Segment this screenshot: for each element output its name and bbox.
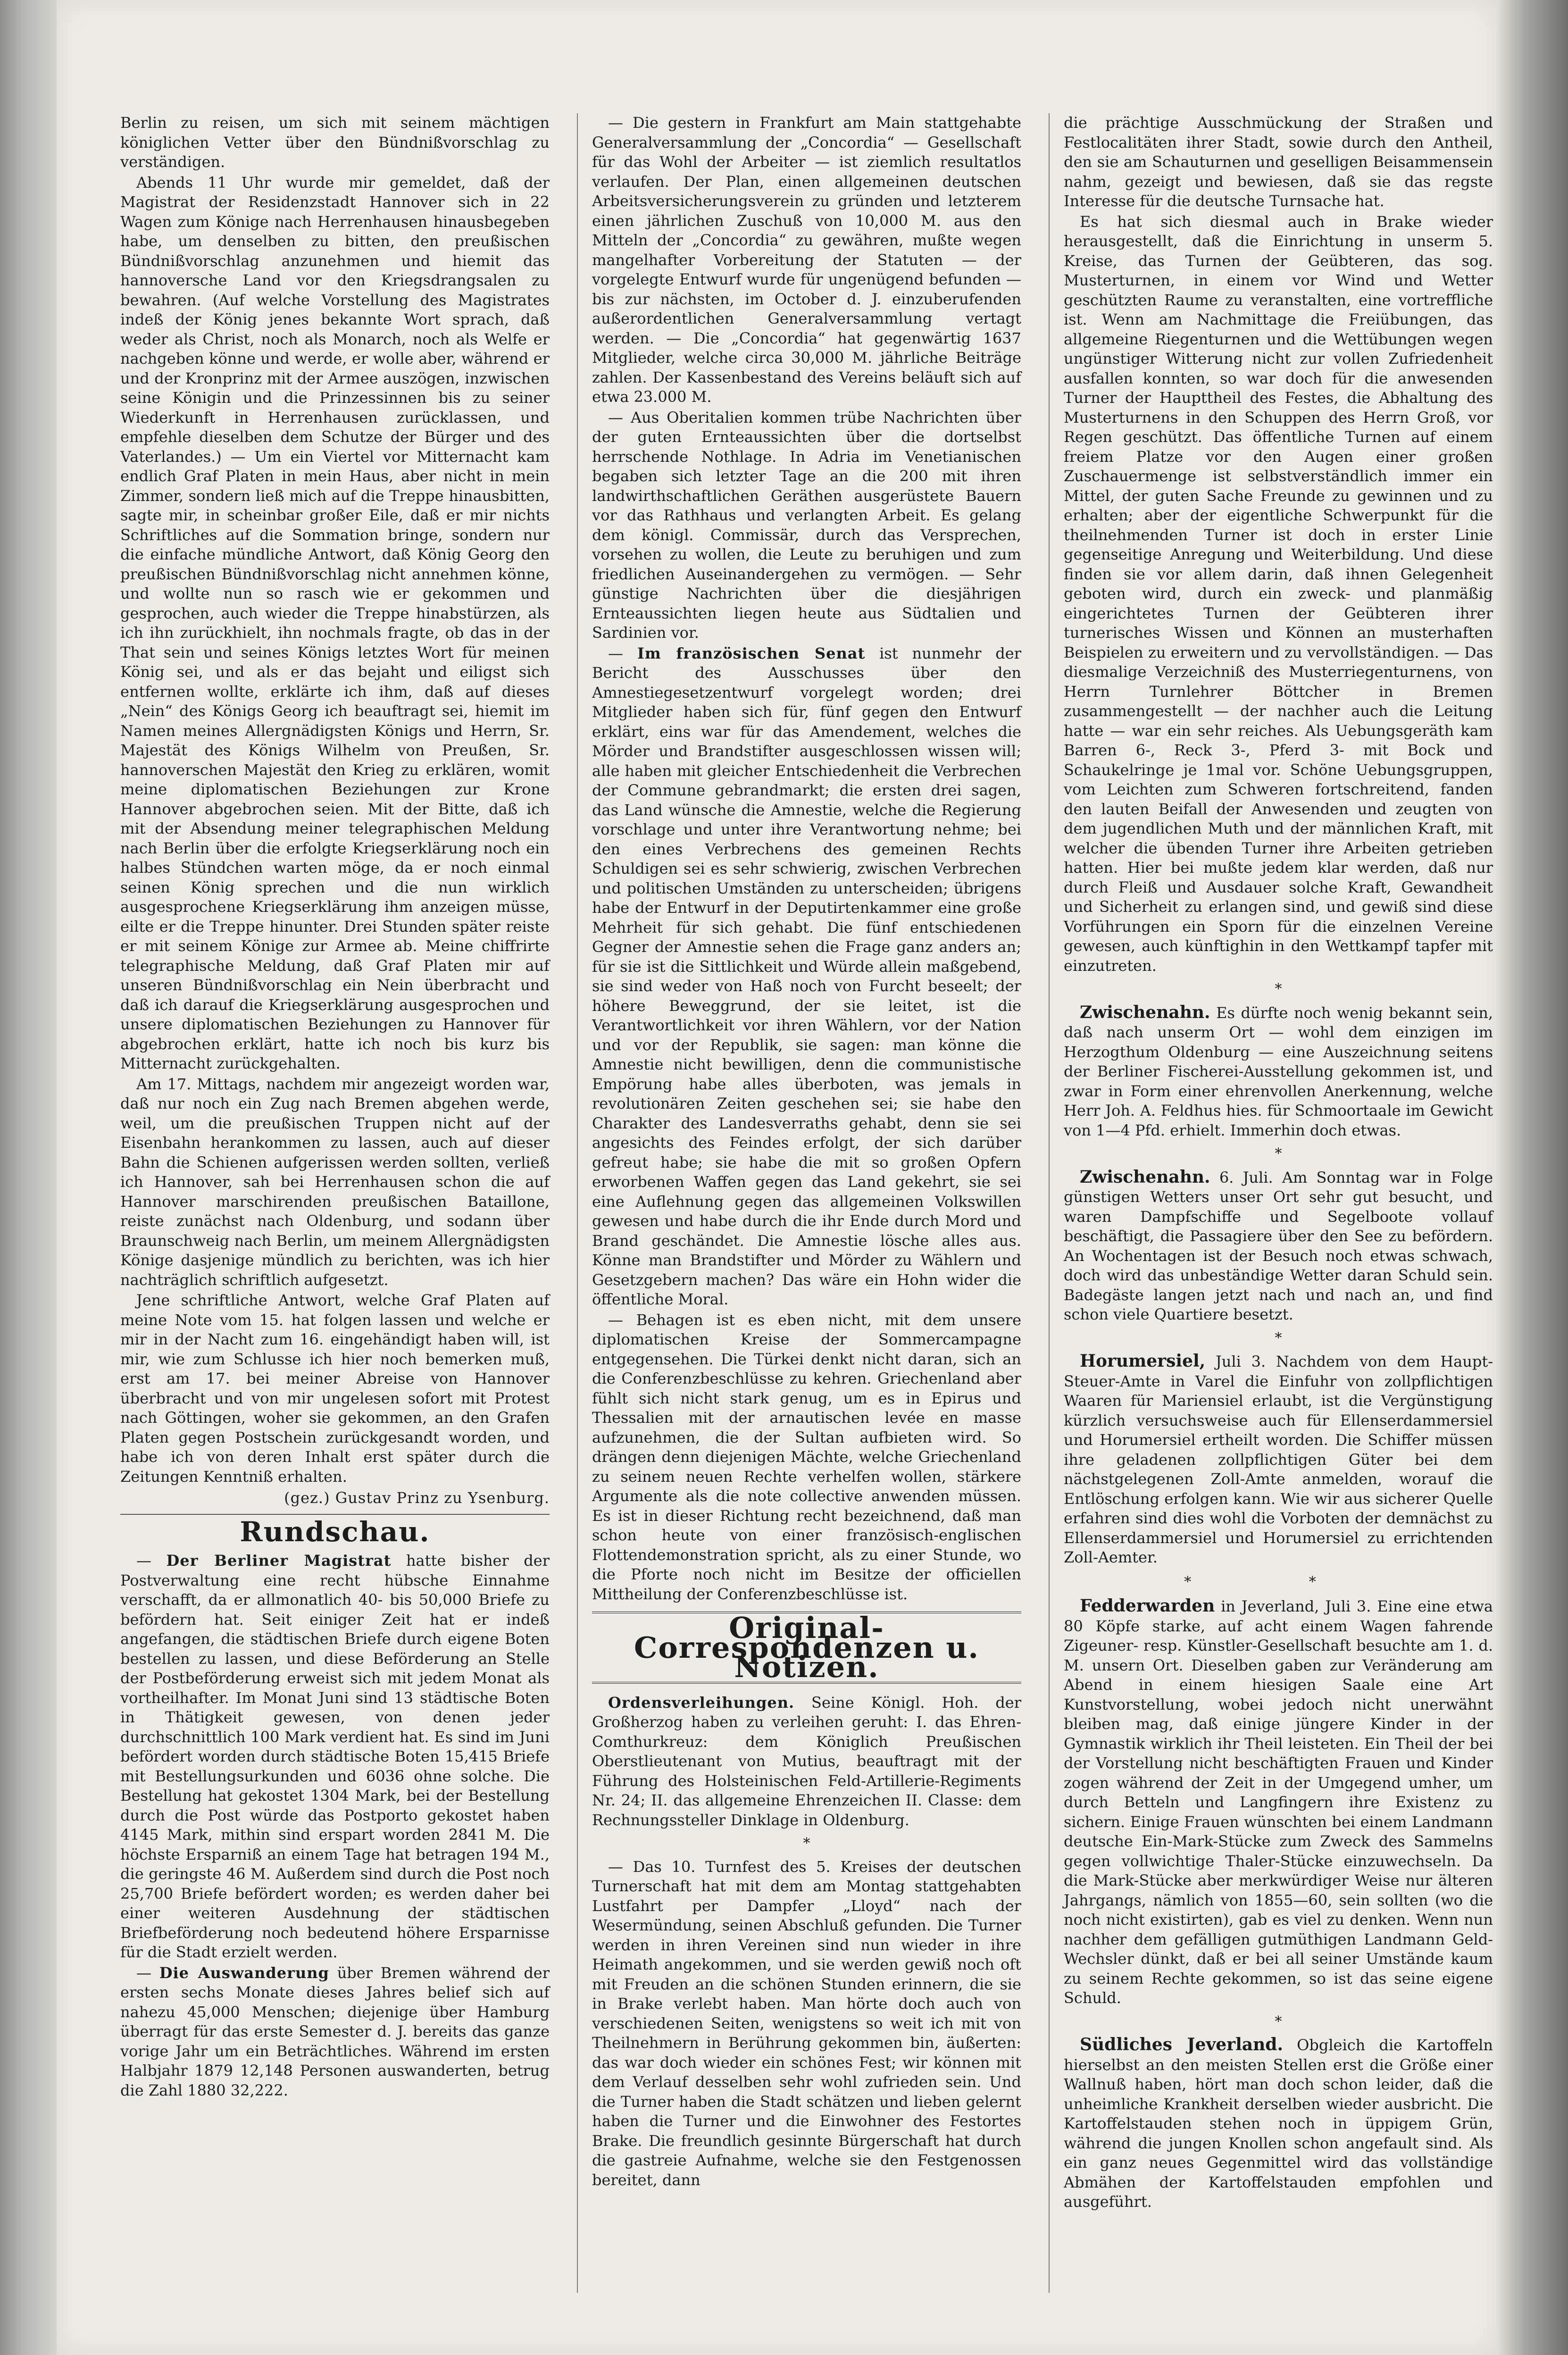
news-item: Es hat sich diesmal auch in Brake wieder herausgestellt, daß die Einrichtung in unserm 5. Kreise, das Turnen der Geübteren, das sog. Musterturnen, in einem vor Wind und Wetter geschützten Raume zu veranstalten, eine vortreffliche ist. Wenn am Nachmittage die Freiübungen, das allgemeine Riegenturnen und die Wettübungen wegen ungünstiger Witterung nicht zur vollen Zufriedenheit ausfallen konnten, so war doch für die anwesenden Turner der Haupttheil des Festes, die Abhaltung des Musterturnens in den Schuppen des Herrn Groß, vor Regen geschützt. Das öffentliche Turnen auf einem freiem Platze vor den Augen einer großen Zuschauermenge ist selbstverständlich immer ein Mittel, der guten Sache Freunde zu gewinnen und zu erhalten; aber der eigentliche Schwerpunkt für die theilnehmenden Turner ist doch in erster Linie gegenseitige Anregung und Weiterbildung. Und diese finden sie vor allem darin, daß ihnen Gelegenheit geboten wird, durch ein zweck- und planmäßig eingerichtetes Turnen der Geübteren ihrer turnerisches Wissen und Können an musterhaften Beispielen zu erweitern und zu vervollständigen. — Das diesmalige Verzeichniß des Musterriegenturnens, von Herrn Turnlehrer Böttcher in Bremen zusammengestellt — der nachher auch die Leitung hatte — war ein sehr reiches. Als Uebungsgeräth kam Barren 6-, Reck 3-, Pferd 3- mit Bock und Schaukelringe je 1mal vor. Schöne Uebungsgruppen, vom Leichten zum Schweren fortschreitend, fanden den lauten Beifall der Anwesenden und zeugten von dem jugendlichen Muth und der männlichen Kraft, mit welcher die übenden Turner ihre Arbeiten getrieben hatten. Hier bei mußte jedem klar werden, daß nur durch Fleiß und Ausdauer solche Kraft, Gewandheit und Sicherheit zu erlangen sind, und gewiß sind diese Vorführungen ein Sporn für die einzelnen Vereine gewesen, auch künftighin in den Wettkampf tapfer mit einzutreten. (1064, 212, 1493, 975)
column-1 (120, 113, 550, 2101)
section-title-rundschau: Rundschau. (240, 1515, 430, 1548)
separator-star: * (1275, 1145, 1282, 1162)
news-text: Seine Königl. Hoh. der Großherzog haben zu verleihen geruht: I. das Ehren-Comthurkreuz: dem Königlich Preußischen Oberstlieutenant von Mutius, beauftragt mit der Führung des Holsteinischen Feld-Artillerie-Regiments Nr. 24; II. das allgemeine Ehrenzeichen II. Classe: dem Rechnungssteller Dinklage in Oldenburg. (592, 1693, 1022, 1829)
news-text: Es dürfte noch wenig bekannt sein, daß nach unserm Ort — wohl dem einzigen im Herzogthum Oldenburg — eine Auszeichnung seitens der Berliner Fischerei-Ausstellung gekommen ist, und zwar in Form einer ehrenvollen Anerkennung, welche Herr Joh. A. Feldhus hies. für Schmoortaale im Gewicht von 1—4 Pfd. erhielt. Immerhin doch etwas. (1064, 1003, 1493, 1139)
article-paragraph: Berlin zu reisen, um sich mit seinem mächtigen königlichen Vetter über den Bündnißvorschlag zu verständigen. (120, 114, 550, 171)
news-item: — Der Berliner Magistrat hatte bisher der Postverwaltung eine recht hübsche Einnahme verschafft, da er allmonatlich 40- bis 50,000 Briefe zu befördern hat. Seit einiger Zeit hat er indeß angefangen, die städtischen Briefe durch eigene Boten bestellen zu lassen, und diese Beförderung an Stelle der Postbeförderung erweist sich mit jedem Monat als vortheilhafter. Im Monat Juni sind 13 städtische Boten in Thätigkeit gewesen, von denen jeder durchschnittlich 100 Mark verdient hat. Es sind im Juni befördert worden durch städtische Boten 15,415 Briefe mit Bestellungsurkunden und 6036 ohne solche. Die Bestellung hat gekostet 1304 Mark, bei der Bestellung durch die Post würde das Postporto gekostet haben 4145 Mark, mithin sind erspart worden 2841 M. Die höchste Ersparniß an einem Tage hat betragen 194 M., die geringste 46 M. Außerdem sind durch die Post noch 25,700 Briefe befördert worden; es werden daher bei einer weiteren Ausdehnung der städtischen Briefbeförderung noch bedeutend höhere Ersparnisse für die Stadt erzielt werden. (120, 1552, 550, 1961)
news-item (1064, 1168, 1493, 1325)
newspaper-page (57, 0, 1497, 2355)
news-text: in Jeverland, Juli 3. Eine eine etwa 80 Köpfe starke, auf acht einem Wagen fahrende Zigeuner- resp. Künstler-Gesellschaft besuchte am 1. d. M. unsern Ort. Dieselben gaben zur Veränderung am Abend in einem hiesigen Saale eine Art Kunstvorstellung, wobei jedoch nicht unerwähnt bleiben mag, daß einige jüngere Kinder in der Gymnastik wirklich ihr Theil leisteten. Ein Theil der bei der Vorstellung nicht beschäftigten Frauen und Kinder zogen während der Zeit in der Umgegend umher, um durch Betteln und Langfingern ihre Existenz zu sichern. Einige Frauen wünschten bei einem Landmann deutsche Ein-Mark-Stücke zum Zweck des Sammelns gegen vollwichtige Thaler-Stücke einzuwechseln. Da die Mark-Stücke aber merkwürdiger Weise nur älteren Jahrgangs, nämlich von 1855—60, sein sollten (wo die noch nicht existirten), gab es viel zu denken. Wenn nun nachher dem gefälligen gutmüthigen Landmann Geld-Wechsler dünkt, daß er bei all seiner Umstände kaum zu seinem Rechte gekommen, so ist das seine eigene Schuld. (1064, 1597, 1493, 2007)
column-2 (592, 113, 1021, 2191)
news-keyword: Die Auswanderung (159, 1963, 329, 1982)
place-name: Zwischenahn. (1080, 1002, 1210, 1022)
place-name: Fedderwarden (1080, 1596, 1215, 1616)
place-name: Zwischenahn. (1080, 1167, 1210, 1187)
article-paragraph: Abends 11 Uhr wurde mir gemeldet, daß der Magistrat der Residenzstadt Hannover sich in 22 Wagen zum Könige nach Herrenhausen hinausbegeben habe, um denselben zu bitten, den preußischen Bündnißvorschlag anzunehmen und hiemit das hannoversche Land vor den Kriegsdrangsalen zu bewahren. (Auf welche Vorstellung des Magistrates indeß der König jenes bekannte Wort sprach, daß weder als Christ, noch als Monarch, noch als Welfe er nachgeben könne und werde, er wolle aber, während er und der Kronprinz mit der Armee auszögen, inzwischen seine Königin und die Prinzessinnen bis zu seiner Wiederkunft in Herrenhausen zurücklassen, und empfehle dieselben dem Schutze der Bürger und des Vaterlandes.) — Um ein Viertel vor Mitternacht kam endlich Graf Platen in mein Haus, aber nicht in mein Zimmer, sondern ließ mich auf die Treppe hinausbitten, sagte mir, in scheinbar großer Eile, daß er mir nichts Schriftliches auf die Sommation bringe, sondern nur die einfache mündliche Antwort, daß König Georg den preußischen Bündnißvorschlag nicht annehmen könne, und wollte nun so rasch wie er gekommen und gesprochen, auch wieder die Treppe hinabstürzen, als ich ihn zurückhielt, ihn nochmals fragte, ob das in der That sein und seines Königs letztes Wort für meinen König sei, und als er das bejaht und eiligst sich entfernen wollte, erklärte ich ihm, daß auf dieses „Nein“ des Königs Georg ich beauftragt sei, hiemit im Namen meines Allergnädigsten Königs und Herrn, Sr. Majestät des Königs Wilhelm von Preußen, Sr. hannoverschen Majestät den Krieg zu erklären, womit meine diplomatischen Beziehungen zur Krone Hannover abgebrochen seien. Mit der Bitte, daß ich mit der Absendung meiner telegraphischen Meldung nach Berlin über die erfolgte Kriegserklärung noch ein halbes Stündchen warten möge, da er noch einmal seinen König sprechen und die nun wirklich ausgesprochene Kriegserklärung ihm anzeigen müsse, eilte er die Treppe hinunter. Drei Stunden später reiste er mit seinem Könige zur Armee ab. Meine chiffrirte telegraphische Meldung, daß Graf Platen mir auf unseren Bündnißvorschlag ein Nein überbracht und daß ich darauf die Kriegserklärung ausgesprochen und unsere diplomatischen Beziehungen zu Hannover für abgebrochen erklärt, hatte ich noch bis kurz bis Mitternacht zurückgehalten. (120, 173, 550, 1072)
page-edge-right (1497, 0, 1568, 2355)
news-text: über Bremen während der ersten sechs Monate dieses Jahres belief sich auf nahezu 45,000 Menschen; diejenige über Hamburg überragt für das erste Semester d. J. bereits das ganze vorige Jahr um ein Beträchtliches. Während im ersten Halbjahr 1879 12,148 Personen auswanderten, betrug die Zahl 1880 32,222. (120, 1963, 550, 2099)
separator-star: * (1275, 2013, 1282, 2030)
news-item (1064, 1352, 1493, 1568)
news-item: — Die gestern in Frankfurt am Main stattgehabte Generalversammlung der „Concordia“ — Gesellschaft für das Wohl der Arbeiter — ist ziemlich resultatlos verlaufen. Der Plan, einen allgemeinen deutschen Arbeitsversicherungsverein zu gründen und letzterem einen jährlichen Zuschuß von 10,000 M. aus den Mitteln der „Concordia“ zu gewähren, mußte wegen mangelhafter Vorbereitung der Statuten — der vorgelegte Entwurf wurde für ungenügend befunden — bis zur nächsten, im October d. J. einzuberufenden außerordentlichen Generalversammlung vertagt werden. — Die „Concordia“ hat gegenwärtig 1637 Mitglieder, welche circa 30,000 M. jährliche Beiträge zahlen. Der Kassenbestand des Vereins beläuft sich auf etwa 23.000 M. (592, 114, 1021, 406)
place-name: Horumersiel, (1080, 1351, 1206, 1371)
news-item: — Die Auswanderung über Bremen während der ersten sechs Monate dieses Jahres belief sich auf nahezu 45,000 Menschen; diejenige über Hamburg überragt für das erste Semester d. J. bereits das ganze vorige Jahr um ein Beträchtliches. Während im ersten Halbjahr 1879 12,148 Personen auswanderten, betrug die Zahl 1880 32,222. (120, 1963, 550, 2099)
news-text: hatte bisher der Postverwaltung eine recht hübsche Einnahme verschafft, da er allmonatlich 40- bis 50,000 Briefe zu befördern hat. Seit einiger Zeit hat er indeß angefangen, die städtischen Briefe durch eigene Boten bestellen zu lassen, und diese Beförderung an Stelle der Postbeförderung erweist sich mit jedem Monat als vortheilhafter. Im Monat Juni sind 13 städtische Boten in Thätigkeit gewesen, von denen jeder durchschnittlich 100 Mark verdient hat. Es sind im Juni befördert worden durch städtische Boten 15,415 Briefe mit Bestellungsurkunden und 6036 ohne solche. Die Bestellung hat gekostet 1304 Mark, bei der Bestellung durch die Post würde das Postporto gekostet haben 4145 Mark, mithin sind erspart worden 2841 M. Die höchste Ersparniß an einem Tage hat betragen 194 M., die geringste 46 M. Außerdem sind durch die Post noch 25,700 Briefe befördert worden; es werden daher bei einer weiteren Ausdehnung der städtischen Briefbeförderung noch bedeutend höhere Ersparnisse für die Stadt erzielt werden. (120, 1552, 550, 1961)
news-item: — Behagen ist es eben nicht, mit dem unsere diplomatischen Kreise der Sommercampagne entgegensehen. Die Türkei denkt nicht daran, sich an die Conferenzbeschlüsse zu kehren. Griechenland aber fühlt sich nicht stark genug, um es in Epirus und Thessalien mit der arnautischen levée en masse aufzunehmen, die der Sultan aufbieten wird. So drängen denn diejenigen Mächte, welche Griechenland zu seinem neuen Rechte verhelfen wollen, stärkere Argumente als die note collective anwenden müssen. Es ist in dieser Richtung recht bezeichnend, daß man schon heute von einer französisch-englischen Flottendemonstration spricht, als zu einer Stunde, wo die Pforte noch nicht im Besitze der officiellen Mittheilung der Conferenzbeschlüsse ist. (592, 1311, 1021, 1603)
column-3 (1064, 113, 1493, 2213)
news-text: Juli 3. Nachdem von dem Haupt-Steuer-Amte in Varel die Einfuhr von zollpflichtigen Waaren für Mariensiel erlaubt, ist die Vergünstigung kürzlich versuchsweise auch für Ellenserdammersiel und Horumersiel ertheilt worden. Die Schiffer müssen ihre geladenen zollpflichtigen Güter bei dem nächstgelegenen Zoll-Amte anmelden, worauf die Entlöschung erfolgen kann. Wie wir aus sicherer Quelle erfahren sind dies wohl die Vorboten der demnächst zu Ellenserdammersiel und Horumersiel zu errichtenden Zoll-Aemter. (1064, 1353, 1493, 1566)
separator-star: * (1275, 1329, 1282, 1346)
news-text: ist nunmehr der Bericht des Ausschusses über den Amnestiegesetzentwurf vorgelegt worden; drei Mitglieder haben sich für, fünf gegen den Entwurf erklärt, eins war für das Amendement, welches die Mörder und Brandstifter ausgeschlossen wissen will; alle haben mit gleicher Entschiedenheit die Verbrechen der Commune gebrandmarkt; die ersten drei sagen, das Land wünsche die Amnestie, welche die Regierung vorschlage und unter ihre Verantwortung nehme; bei den eines Verbrechens des gemeinen Rechts Schuldigen sei es sehr schwierig, zwischen Verbrechen und politischen Umständen zu unterscheiden; übrigens habe der Entwurf in der Deputirtenkammer eine große Mehrheit für sich gehabt. Die fünf entschiedenen Gegner der Amnestie sehen die Frage ganz anders an; für sie ist die Sittlichkeit und Würde allein maßgebend, sie sind weder von Haß noch von Furcht beseelt; der höhere Beweggrund, der sie leitet, ist die Verantwortlichkeit vor ihren Wählern, vor der Nation und vor der Republik, sie sagen: man könne die Amnestie nicht bewilligen, denn die communistische Empörung habe alles überboten, was jemals in revolutionären Zeiten geschehen sei; sie habe den Charakter des Landesverraths gehabt, denn sie sei angesichts des Feindes erfolgt, der sich darüber gefreut habe; sie habe die mit so großen Opfern erworbenen Waffen gegen das Land gekehrt, sie sei eine Auflehnung gegen das allgemeinen Volkswillen gewesen und habe durch die ihr Ende durch Mord und Brand geschändet. Die Amnestie lösche alles aus. Könne man Brandstifter und Mörder zu Wählern und Gesetzgebern machen? Das wäre ein Hohn wider die öffentliche Moral. (592, 644, 1022, 1308)
news-item: — Im französischen Senat ist nunmehr der Bericht des Ausschusses über den Amnestiegesetzentwurf vorgelegt worden; drei Mitglieder haben sich für, fünf gegen den Entwurf erklärt, eins war für das Amendement, welches die Mörder und Brandstifter ausgeschlossen wissen will; alle haben mit gleicher Entschiedenheit die Verbrechen der Commune gebrandmarkt; die ersten drei sagen, das Land wünsche die Amnestie, welche die Regierung vorschlage und unter ihre Verantwortung nehme; bei den eines Verbrechens des gemeinen Rechts Schuldigen sei es sehr schwierig, zwischen Verbrechen und politischen Umständen zu unterscheiden; übrigens habe der Entwurf in der Deputirtenkammer eine große Mehrheit für sich gehabt. Die fünf entschiedenen Gegner der Amnestie sehen die Frage ganz anders an; für sie ist die Sittlichkeit und Würde allein maßgebend, sie sind weder von Haß noch von Furcht beseelt; der höhere Beweggrund, der sie leitet, ist die Verantwortlichkeit vor ihren Wählern, vor der Nation und vor der Republik, sie sagen: man könne die Amnestie nicht bewilligen, denn die communistische Empörung habe alles überboten, was jemals in revolutionären Zeiten geschehen sei; sie habe den Charakter des Landesverraths gehabt, denn sie sei angesichts des Feindes erfolgt, der sich darüber gefreut habe; sie habe die mit so großen Opfern erworbenen Waffen gegen das Land gekehrt, sie sei eine Auflehnung gegen das allgemeinen Volkswillen gewesen und habe durch die ihr Ende durch Mord und Brand geschändet. Die Amnestie lösche alles aus. Könne man Brandstifter und Mörder zu Wählern und Gesetzgebern machen? Das wäre ein Hohn wider die öffentliche Moral. (592, 644, 1022, 1308)
article-paragraph: Jene schriftliche Antwort, welche Graf Platen auf meine Note vom 15. hat folgen lassen und welche er mir in der Nacht zum 16. eingehändigt haben will, ist mir, wie zum Schlusse ich hier noch bemerken muß, erst am 17. bei meiner Abreise von Hannover überbracht und von mir ungelesen sofort mit Protest nach Göttingen, woher sie gekommen, an den Grafen Platen gegen Postschein zurückgesandt worden, und habe ich von deren Inhalt erst später durch die Zeitungen Kenntniß erhalten. (120, 1291, 550, 1486)
article-paragraph: Am 17. Mittags, nachdem mir angezeigt worden war, daß nur noch ein Zug nach Bremen abgehen werde, weil, um die preußischen Truppen nicht auf der Eisenbahn herankommen zu lassen, auch auf dieser Bahn die Schienen aufgerissen werden sollten, verließ ich Hannover, sah bei Herrenhausen schon die auf Hannover marschirenden preußischen Bataillone, reiste zunächst nach Oldenburg, und sodann über Braunschweig nach Berlin, um meinem Allergnädigsten Könige dasjenige mündlich zu berichten, was ich hier nachträglich schriftlich aufgesetzt. (120, 1075, 550, 1289)
news-item (592, 1693, 1021, 1830)
news-keyword: Der Berliner Magistrat (166, 1552, 392, 1570)
separator-star: * (1275, 981, 1282, 997)
news-item (1064, 2035, 1493, 2212)
news-item: — Das 10. Turnfest des 5. Kreises der deutschen Turnerschaft hat mit dem am Montag stattgehabten Lustfahrt per Dampfer „Lloyd“ nach der Wesermündung, seinen Abschluß gefunden. Die Turner werden in ihren Vereinen sind nun wieder in ihre Heimath angekommen, und sie werden gewiß noch oft mit Freuden an die schönen Stunden erinnern, die sie in Brake verlebt haben. Man hörte doch auch von verschiedenen Seiten, wenigstens so weit ich mit von Theilnehmern in Berührung gekommen bin, äußerten: das war doch wieder ein schönes Fest; wir können mit dem Verlauf desselben sehr wohl zufrieden sein. Und die Turner haben die Stadt schätzen und lieben gelernt haben die Turner und die Einwohner des Festortes Brake. Die freundlich gesinnte Bürgerschaft hat durch die gastreie Aufnahme, welche sie den Festgenossen bereitet, dann (592, 1857, 1021, 2189)
news-text: 6. Juli. Am Sonntag war in Folge günstigen Wetters unser Ort sehr gut besucht, und waren Dampfschiffe und Segelboote vollauf beschäftigt, die Passagiere über den See zu befördern. An Wochentagen ist der Besuch noch etwas schwach, doch wird das unbeständige Wetter daran Schuld sein. Badegäste langen jetzt nach und nach an, und find schon viele Quartiere besetzt. (1064, 1168, 1493, 1323)
column-rule (577, 113, 578, 2293)
book-gutter-left (0, 0, 57, 2355)
column-rule (1049, 113, 1050, 2293)
news-keyword: Ordensverleihungen. (608, 1693, 795, 1712)
news-item: — Aus Oberitalien kommen trübe Nachrichten über der guten Ernteaussichten über die dortselbst herrschende Nothlage. In Adria im Venetianischen begaben sich letzter Tage an die 200 mit ihren landwirthschaftlichen Geräthen ausgerüstete Bauern vor das Rathhaus und verlangten Arbeit. Es gelang dem königl. Commissär, durch das Versprechen, vorsehen zu wollen, die Leute zu beruhigen und zum friedlichen Auseinandergehen zu vermögen. — Sehr günstige Nachrichten über die diesjährigen Ernteaussichten liegen heute aus Südtalien und Sardinien vor. (592, 408, 1021, 642)
place-name: Südliches Jeverland. (1080, 2035, 1284, 2054)
divider (120, 1514, 550, 1515)
separator-star: * (803, 1835, 810, 1852)
section-title-original: Original-Correspondenzen u. Notizen. (592, 1612, 1021, 1684)
separator-stars: * * (1184, 1573, 1373, 1590)
news-text: Obgleich die Kartoffeln hierselbst an den meisten Stellen erst die Größe einer Wallnuß haben, hört man doch schon leider, daß die unheimliche Krankheit derselben wieder ausbricht. Die Kartoffelstauden stehen noch in üppigem Grün, während die jungen Knollen schon angefault sind. Als ein ganz neues Gegenmittel wird das vollständige Abmähen der Kartoffelstauden empfohlen und ausgeführt. (1064, 2036, 1493, 2211)
news-keyword: Im französischen Senat (637, 644, 866, 662)
news-item: die prächtige Ausschmückung der Straßen und Festlocalitäten ihrer Stadt, sowie durch den Antheil, den sie am Schauturnen und geselligen Beisammensein nahm, gezeigt und bewiesen, daß sie das regste Interesse für die deutsche Turnsache hat. (1064, 114, 1493, 210)
signature: (gez.) Gustav Prinz zu Ysenburg. (284, 1489, 550, 1507)
news-item (1064, 1596, 1493, 2008)
news-item (1064, 1003, 1493, 1141)
